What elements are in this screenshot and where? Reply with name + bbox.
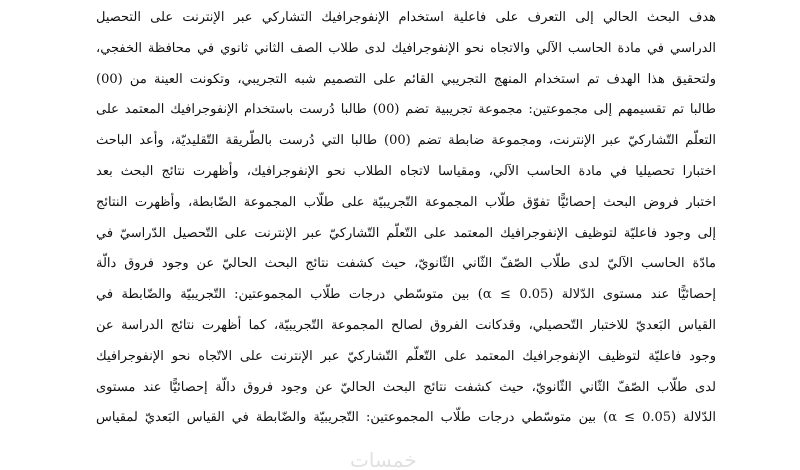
text-line: اختبارا تحصيليا في مادة الحاسب الآلي، ومقياسا لاتجاه الطلاب نحو الإنفوجرافيك، وأظهرت نتائج البحث بعد bbox=[96, 163, 716, 179]
text-line: هدف البحث الحالي إلى التعرف على فاعلية استخدام الإنفوجرافيك التشاركي عبر الإنترنت على التحصيل bbox=[96, 10, 716, 25]
text-line: طالبا تم تقسيمهم إلى مجموعتين: مجموعة تجريبية تضم (00) طالبا دُرست باستخدام الإنفوجرافيك المعتمد على bbox=[96, 102, 716, 118]
text-line: الدّلالة (0.05 ≥ α) بين متوسّطي درجات طلّاب المجموعتين: التّجريبيّة والضّابطة في القياس البَعديّ لمقياس bbox=[96, 410, 716, 426]
abstract-paragraph bbox=[96, 3, 716, 434]
text-line: إحصائيًّا عند مستوى الدّلالة (0.05 ≥ α) بين متوسّطي درجات طلّاب المجموعتين: التّجريبيّة والضّابطة في bbox=[96, 287, 716, 303]
text-line: إلى وجود فاعليّة لتوظيف الإنفوجرافيك المعتمد على التّعلّم التّشاركيّ عبر الإنترنت على التّحصيل الدّراسيّ في bbox=[96, 225, 716, 241]
watermark-logo: خمسات bbox=[350, 448, 417, 470]
text-line: مادّة الحاسب الآليّ لدى طلّاب الصّفّ الثّاني الثّانويّ، حيث كشفت نتائج البحث الحاليّ عن وجود فروق دالّة bbox=[96, 256, 716, 272]
text-line: لدى طلّاب الصّفّ الثّاني الثّانويّ، حيث كشفت نتائج البحث الحاليّ عن وجود فروق دالّة إحصائيًّا عند مستوى bbox=[96, 379, 716, 395]
text-line: اختبار فروض البحث إحصائيًّا تفوّق طلّاب المجموعة التّجريبيّة على طلّاب المجموعة الضّابطة، وأظهرت النتائج bbox=[96, 194, 716, 210]
text-line: التعلّم التّشاركيّ عبر الإنترنت، ومجموعة ضابطة تضم (00) طالبا التي دُرست بالطّريقة التّقليديّة، وأعد الباحث bbox=[96, 133, 716, 149]
text-line: ولتحقيق هذا الهدف تم استخدام المنهج التجريبي القائم على التصميم شبه التجريبي، وتكونت العينة من (00) bbox=[96, 71, 716, 87]
text-line: القياس البَعديّ للاختبار التّحصيلي، وقدكانت الفروق لصالح المجموعة التّجريبيّة، كما أظهرت نتائج الدراسة عن bbox=[96, 317, 716, 333]
text-line: الدراسي في مادة الحاسب الآلي والاتجاه نحو الإنفوجرافيك لدى طلاب الصف الثاني ثانوي في محافظة الخفجي، bbox=[96, 40, 716, 56]
text-line: وجود فاعليّة لتوظيف الإنفوجرافيك المعتمد على التّعلّم التّشاركيّ عبر الإنترنت على الاتّجاه نحو الإنفوجرافيك bbox=[96, 348, 716, 364]
